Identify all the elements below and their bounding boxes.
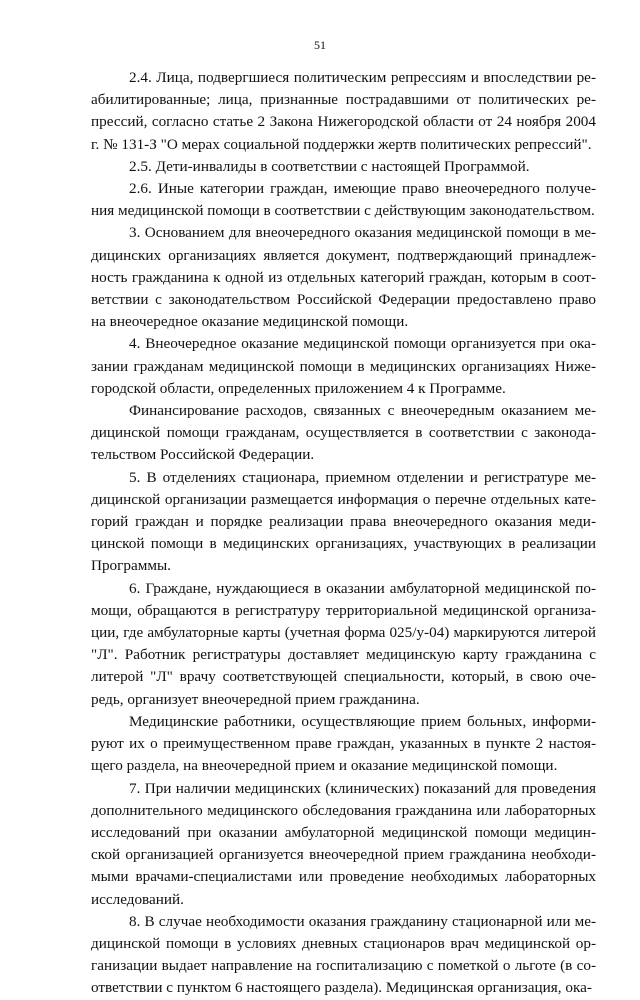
paragraph-4: 4. Внеочередное оказание медицинской помощи организуется при оказании гражданам медицинской помощи в медицинских организациях Нижегородской области, определенных приложением 4 к Программе. <box>91 335 596 397</box>
paragraph-2-6: 2.6. Иные категории граждан, имеющие право внеочередного получения медицинской помощи в соответствии с действующим законодательством. <box>91 180 596 220</box>
paragraph-7: 7. При наличии медицинских (клинических) показаний для проведения дополнительного медицинского обследования гражданина или лабораторных исследований при оказании амбулаторной медицинской помощи медицинской организацией организуется внеочередной прием гражданина необходимыми врачами-специалистами или проведение необходимых лабораторных исследований. <box>91 779 596 908</box>
paragraph-6-staff: Медицинские работники, осуществляющие прием больных, информируют их о преимущественном праве граждан, указанных в пункте 2 настоящего раздела, на внеочередной прием и оказание медицинской помощи. <box>91 712 596 775</box>
paragraph-6: 6. Граждане, нуждающиеся в оказании амбулаторной медицинской помощи, обращаются в регистратуру территориальной медицинской организации, где амбулаторные карты (учетная форма 025/у-04) маркируются литерой "Л". Работник регистратуры доставляет медицинскую карту гражданина с литерой "Л" врачу соответствующей специальности, который, в свою очередь, организует внеочередной прием гражданина. <box>91 579 596 708</box>
paragraph-8: 8. В случае необходимости оказания гражданину стационарной или медицинской помощи в условиях дневных стационаров врач медицинской организации выдает направление на госпитализацию с пометкой о льготе (в соответствии с пунктом 6 настоящего раздела). Медицинская организация, ока- <box>91 912 596 997</box>
document-body <box>91 67 596 1000</box>
page-number: 51 <box>314 38 326 52</box>
paragraph-2-5: 2.5. Дети-инвалиды в соответствии с настоящей Программой. <box>129 157 530 175</box>
paragraph-2-4: 2.4. Лица, подвергшиеся политическим репрессиям и впоследствии реабилитированные; лица, признанные пострадавшими от политических репрессий, согласно статье 2 Закона Нижегородской области от 24 ноября 2004 г. № 131-З "О мерах социальной поддержки жертв политических репрессий". <box>91 69 596 153</box>
paragraph-4-financing: Финансирование расходов, связанных с внеочередным оказанием медицинской помощи гражданам, осуществляется в соответствии с законодательством Российской Федерации. <box>91 402 596 464</box>
paragraph-5: 5. В отделениях стационара, приемном отделении и регистратуре медицинской организации размещается информация о перечне отдельных категорий граждан и порядке реализации права внеочередного оказания медицинской помощи в медицинских организациях, участвующих в реализации Программы. <box>91 468 596 575</box>
paragraph-3: 3. Основанием для внеочередного оказания медицинской помощи в медицинских организациях является документ, подтверждающий принадлежность гражданина к одной из отдельных категорий граждан, которым в соответствии с законодательством Российской Федерации предоставлено право на внеочередное оказание медицинской помощи. <box>91 224 596 331</box>
